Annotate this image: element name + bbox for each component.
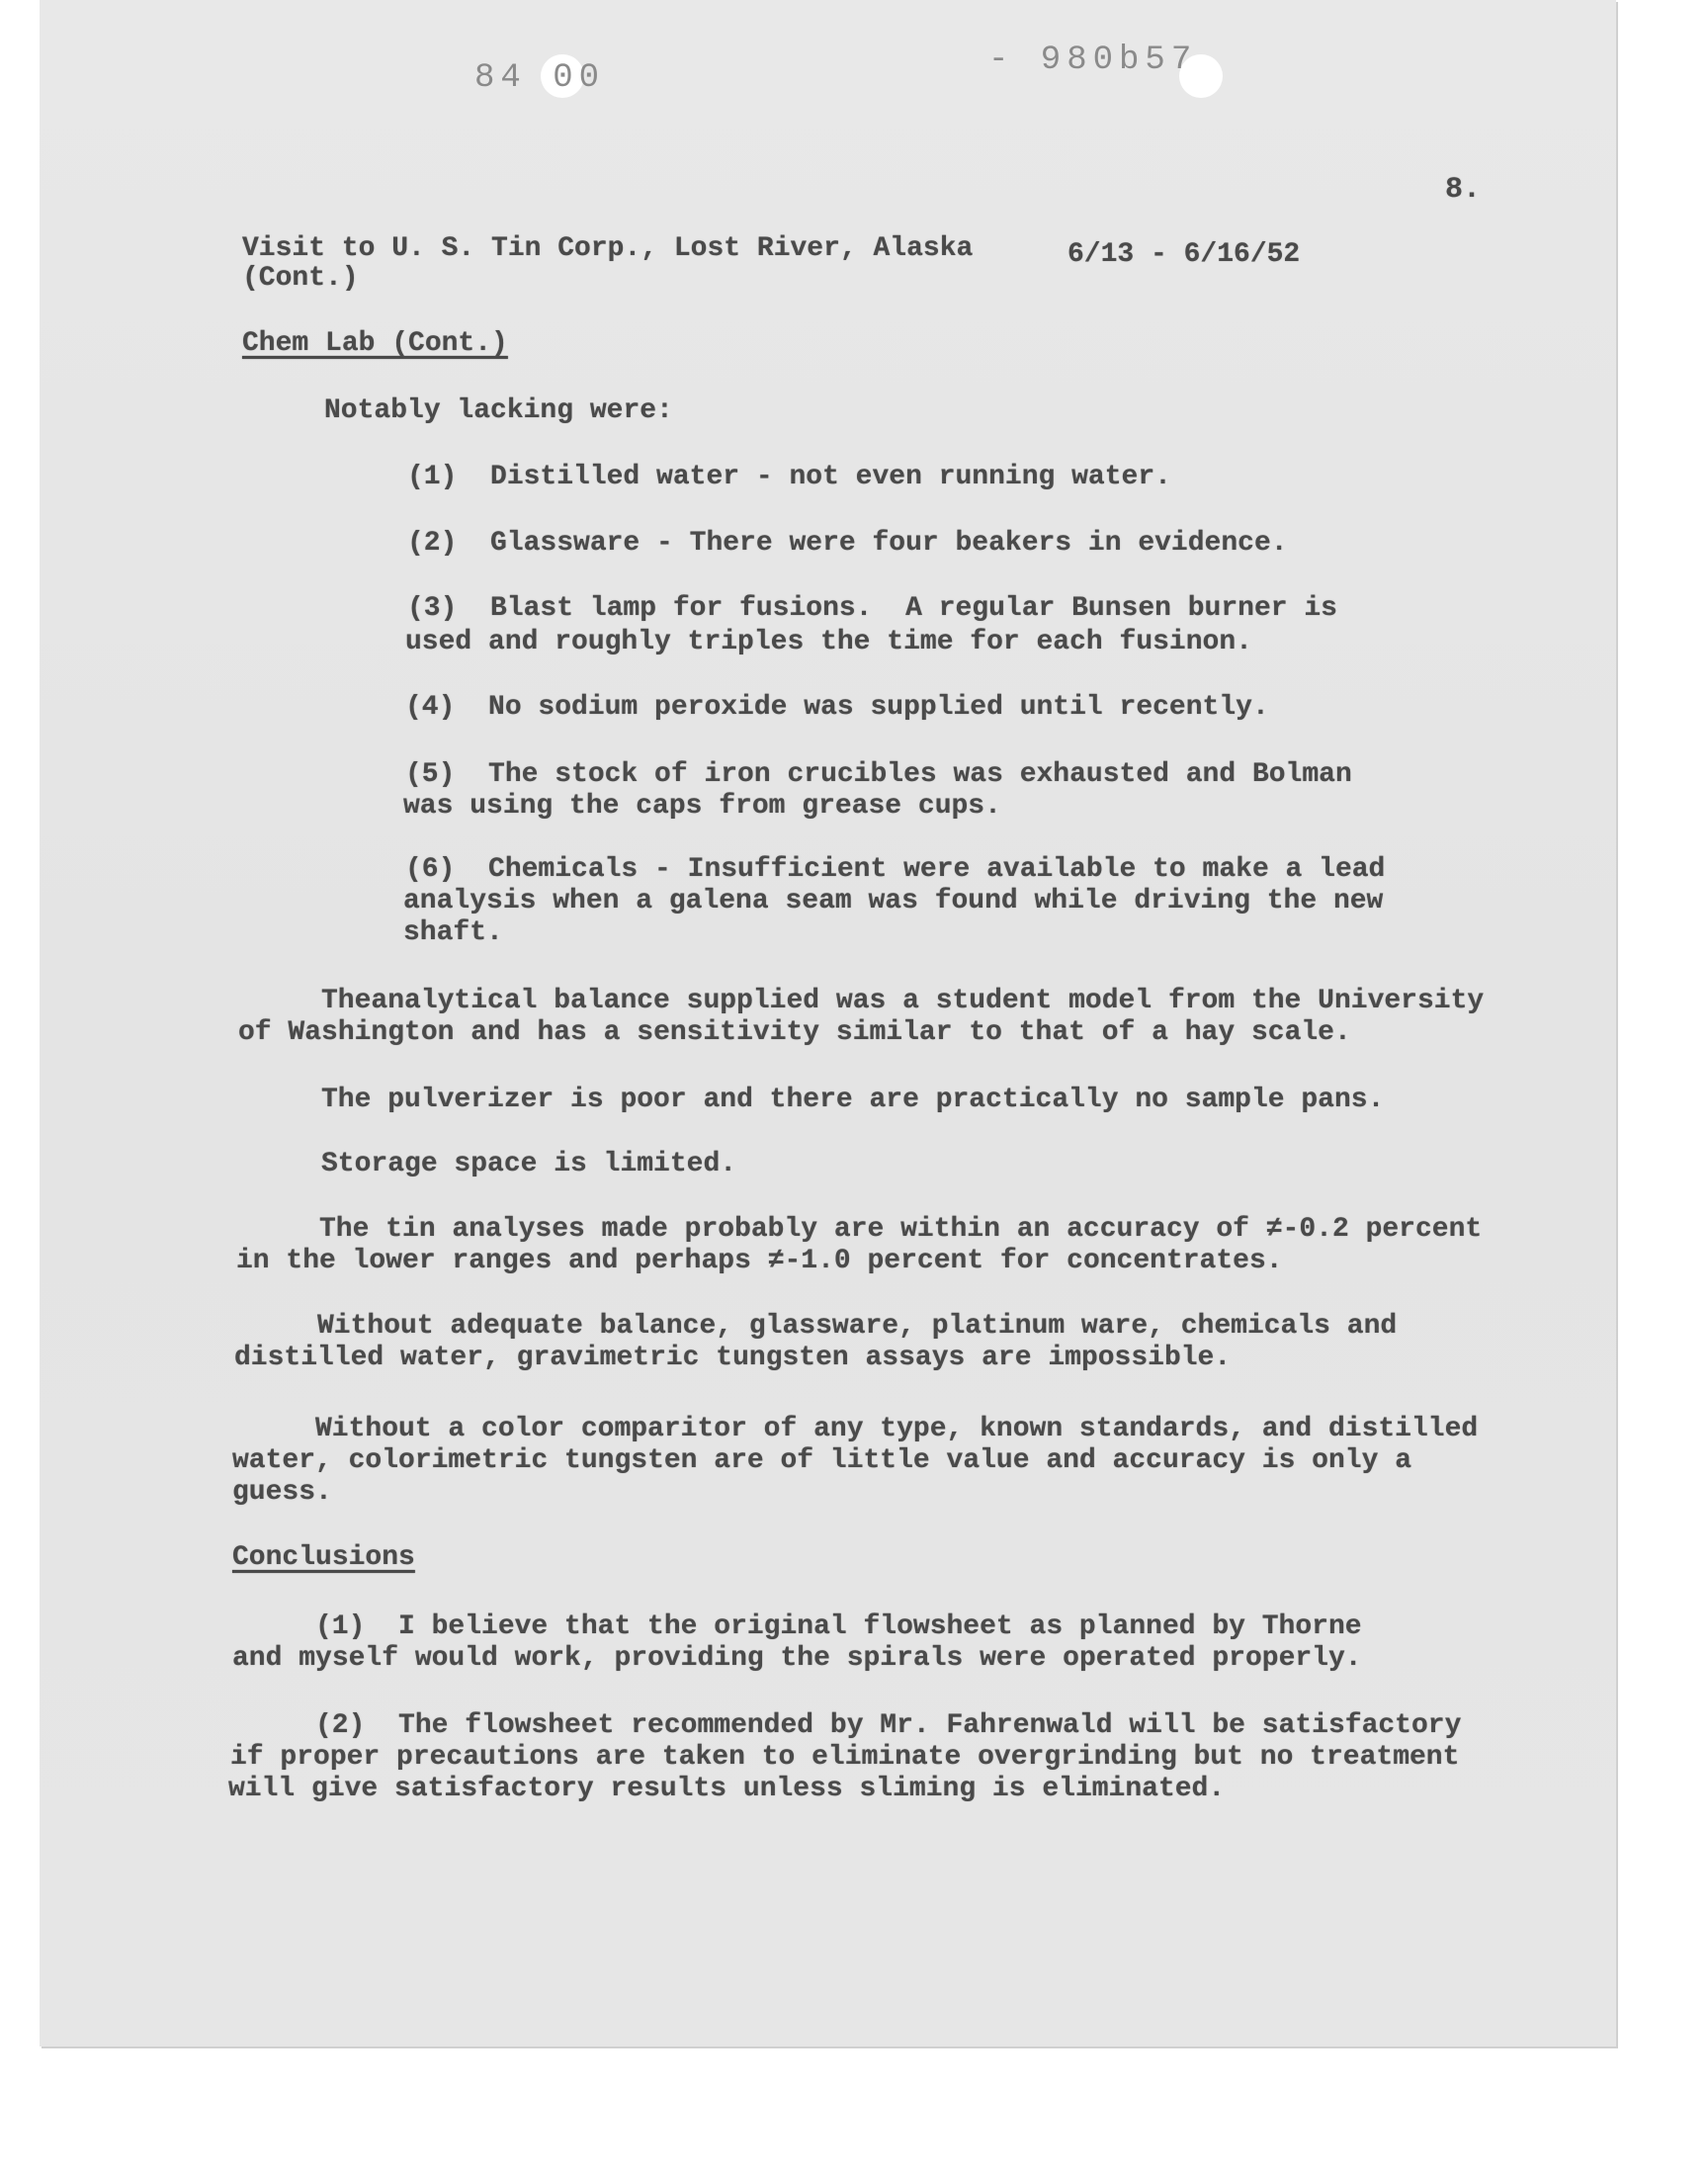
paragraph-line: (2) The flowsheet recommended by Mr. Fahrenwald will be satisfactory (315, 1710, 1462, 1741)
paragraph-line: of Washington and has a sensitivity similar to that of a hay scale. (238, 1017, 1351, 1048)
list-item: (5) The stock of iron crucibles was exhausted and Bolman (405, 759, 1352, 790)
header-cont: (Cont.) (242, 263, 359, 294)
header-title: Visit to U. S. Tin Corp., Lost River, Alaska (242, 233, 974, 264)
list-item: (2) Glassware - There were four beakers in evidence. (407, 528, 1288, 559)
paragraph-line: if proper precautions are taken to eliminate overgrinding but no treatment (230, 1742, 1460, 1773)
section-title-chem-lab: Chem Lab (Cont.) (242, 328, 508, 359)
paragraph-line: Theanalytical balance supplied was a student model from the University (321, 986, 1485, 1016)
paragraph-line: guess. (232, 1477, 332, 1508)
paragraph-line: Without adequate balance, glassware, platinum ware, chemicals and (317, 1311, 1398, 1342)
paragraph-line: will give satisfactory results unless sliming is eliminated. (228, 1774, 1226, 1804)
list-item-continuation: was using the caps from grease cups. (403, 791, 1001, 822)
page-number: 8. (1445, 173, 1482, 207)
paragraph-line: water, colorimetric tungsten are of little value and accuracy is only a (232, 1445, 1411, 1476)
paragraph-line: The pulverizer is poor and there are practically no sample pans. (321, 1085, 1385, 1115)
paragraph-line: Storage space is limited. (321, 1149, 737, 1179)
list-item: (3) Blast lamp for fusions. A regular Bunsen burner is (407, 593, 1337, 624)
paragraph-line: (1) I believe that the original flowsheet as planned by Thorne (315, 1611, 1362, 1642)
list-item: (6) Chemicals - Insufficient were available to make a lead (405, 854, 1386, 885)
paragraph-line: distilled water, gravimetric tungsten assays are impossible. (234, 1343, 1232, 1373)
header-date: 6/13 - 6/16/52 (1068, 239, 1301, 270)
list-item: (1) Distilled water - not even running water. (407, 462, 1171, 492)
list-item-continuation: used and roughly triples the time for each fusinon. (405, 627, 1252, 657)
paragraph-line: Without a color comparitor of any type, known standards, and distilled (315, 1414, 1479, 1444)
section-title-conclusions: Conclusions (232, 1542, 415, 1573)
list-item: (4) No sodium peroxide was supplied until recently. (405, 692, 1269, 723)
paragraph-line: in the lower ranges and perhaps ≠-1.0 percent for concentrates. (236, 1246, 1283, 1276)
paragraph-line: The tin analyses made probably are within an accuracy of ≠-0.2 percent (319, 1214, 1483, 1245)
section-intro: Notably lacking were: (324, 395, 673, 426)
list-item-continuation: shaft. (403, 917, 503, 948)
paragraph-line: and myself would work, providing the spirals were operated properly. (232, 1643, 1362, 1674)
archive-stamp-right: - 980b57 (988, 42, 1198, 79)
list-item-continuation: analysis when a galena seam was found while driving the new (403, 886, 1384, 916)
archive-stamp-left: 84 00 (474, 59, 606, 97)
